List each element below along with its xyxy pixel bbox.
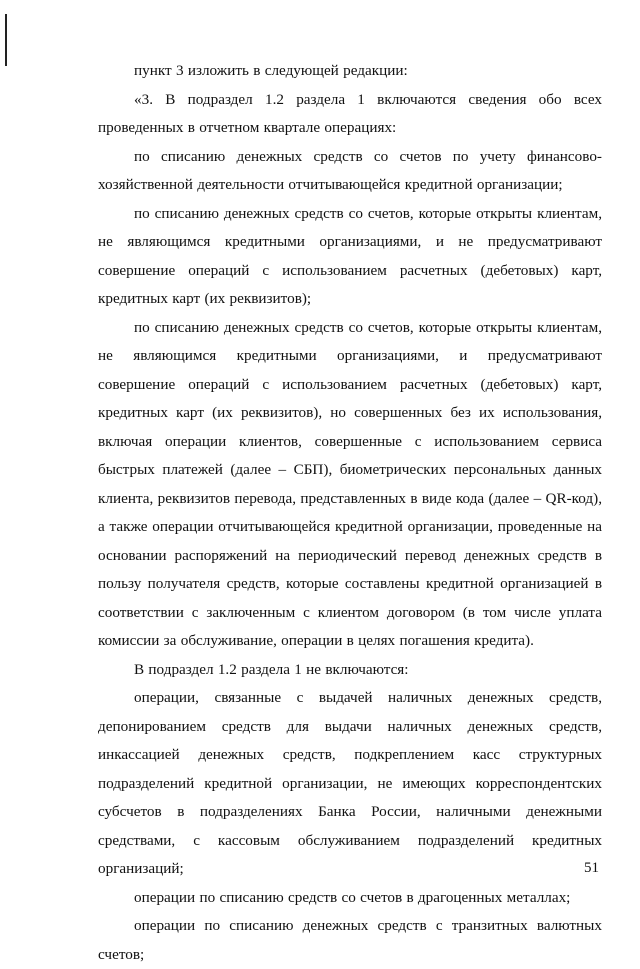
document-body [98,57,602,969]
margin-bar [5,14,7,66]
paragraph-exclusions-heading: В подраздел 1.2 раздела 1 не включаются: [134,660,409,678]
paragraph-exclusion-1: операции, связанные с выдачей наличных денежных средств, депонированием средств для выдачи наличных денежных средств, инкассацией денежных средств, подкреплением касс структурных подразделений кредитной организации, не имеющих корреспондентских субсчетов в подразделениях Банка России, наличными денежными средствами, с кассовым обслуживанием подразделений кредитных организаций; [98,689,602,877]
paragraph-intro: пункт 3 изложить в следующей редакции: [134,62,408,79]
paragraph-exclusion-2: операции по списанию средств со счетов в драгоценных металлах; [134,888,571,906]
paragraph-bullet-1: по списанию денежных средств со счетов по учету финансово-хозяйственной деятельности отчитывающейся кредитной организации; [98,147,602,193]
paragraph-bullet-3: по списанию денежных средств со счетов, которые открыты клиентам, не являющимся кредитными организациями, и предусматривают совершение операций с использованием расчетных (дебетовых) карт, кредитных карт (их реквизитов), но совершенных без их использования, включая операции клиентов, совершенные с использованием сервиса быстрых платежей (далее – СБП), биометрических персональных данных клиента, реквизитов перевода, представленных в виде кода (далее – QR-код), а также операции отчитывающейся кредитной организации, проведенные на основании распоряжений на периодический перевод денежных средств в пользу получателя средств, которые составлены кредитной организацией в соответствии с заключенным с клиентом договором (в том числе уплата комиссии за обслуживание, операции в целях погашения кредита). [98,318,602,649]
paragraph-bullet-2: по списанию денежных средств со счетов, которые открыты клиентам, не являющимся кредитными организациями, и не предусматривают совершение операций с использованием расчетных (дебетовых) карт, кредитных карт (их реквизитов); [98,204,602,307]
paragraph-item-3: «3. В подраздел 1.2 раздела 1 включаются сведения обо всех проведенных в отчетном квартале операциях: [98,90,602,136]
page-number: 51 [584,860,599,876]
paragraph-exclusion-3: операции по списанию денежных средств с транзитных валютных счетов; [98,917,602,963]
